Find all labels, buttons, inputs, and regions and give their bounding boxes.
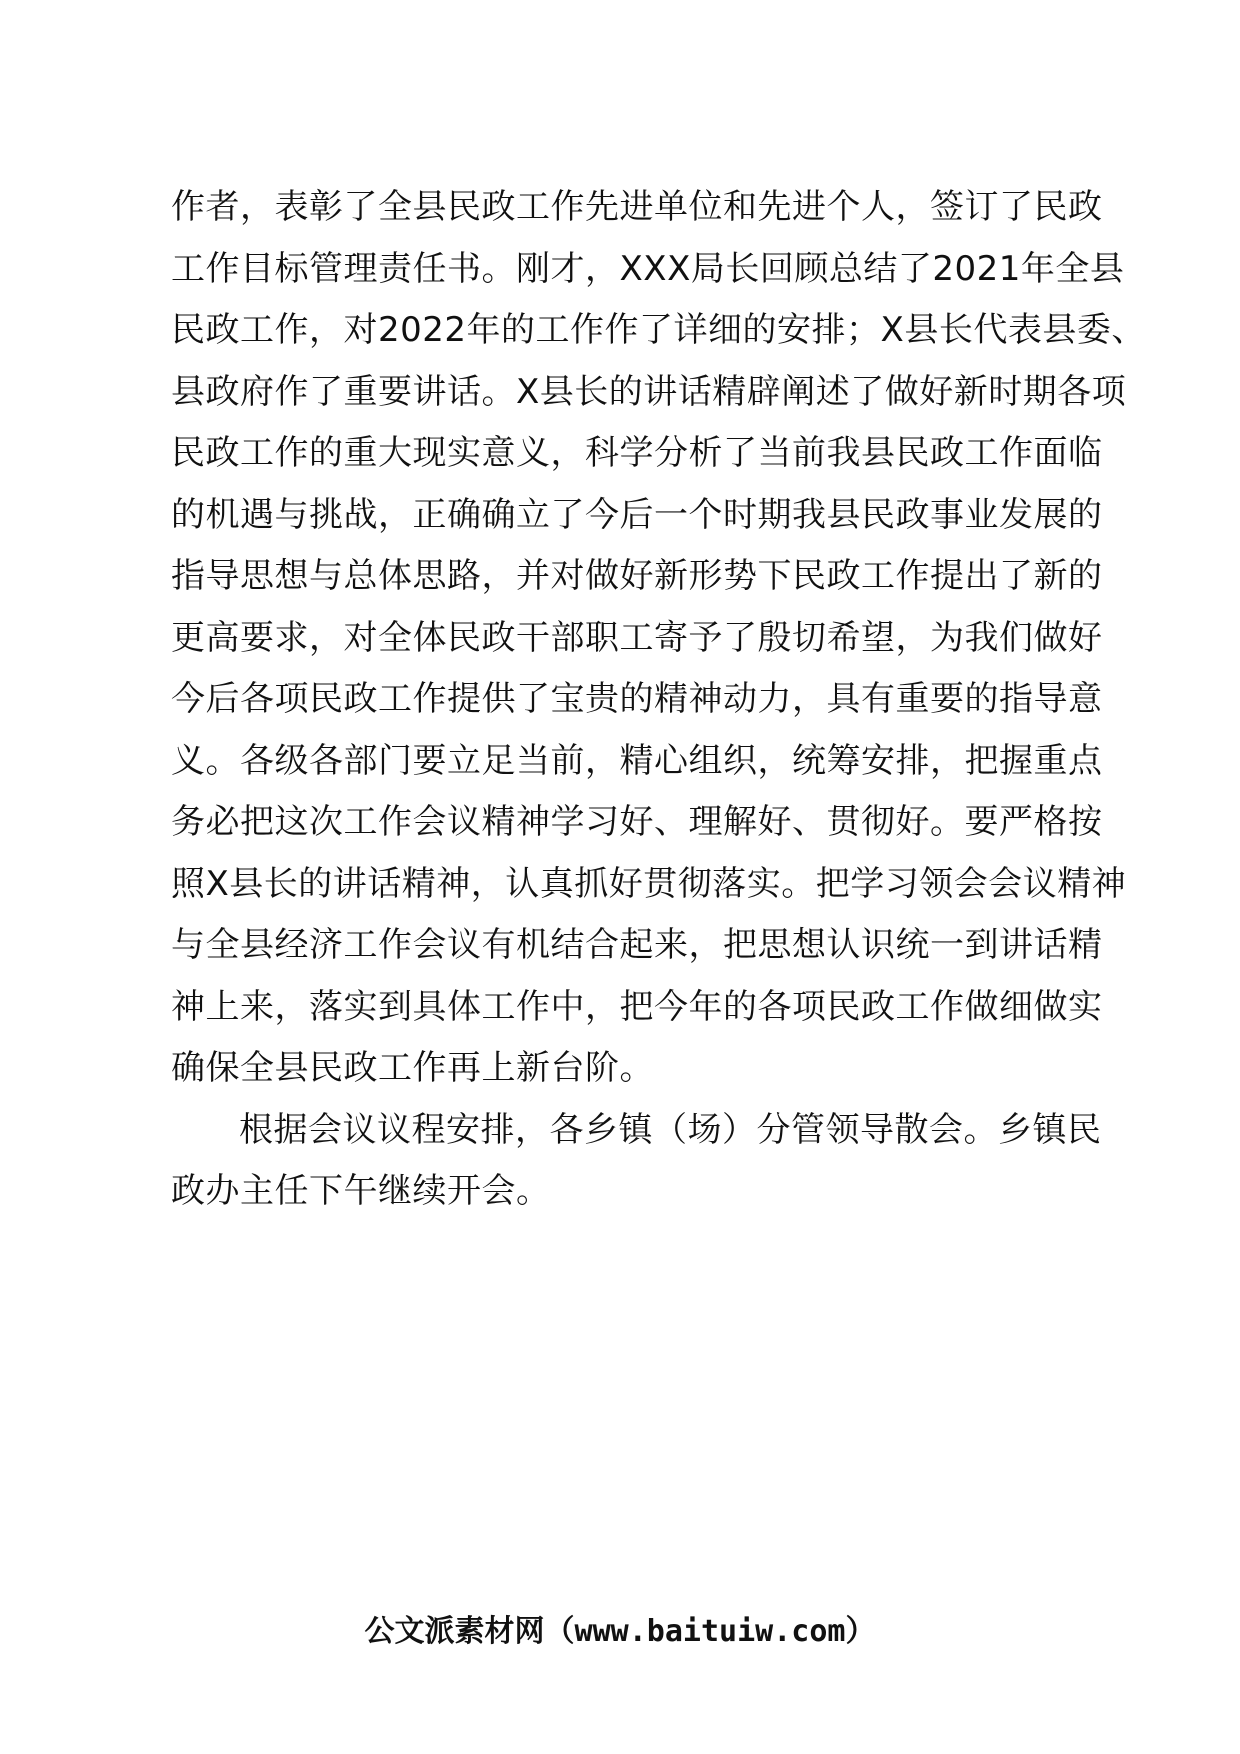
- document-body: [171, 177, 1146, 1223]
- body-line-2: 工作目标管理责任书。刚才，XXX局长回顾总结了2021年全县: [171, 248, 1125, 289]
- body-line-11: 务必把这次工作会议精神学习好、理解好、贯彻好。要严格按: [171, 802, 1103, 842]
- body-line-12: 照X县长的讲话精神，认真抓好贯彻落实。把学习领会会议精神: [171, 863, 1127, 904]
- body-line-1: 作者，表彰了全县民政工作先进单位和先进个人，签订了民政: [171, 187, 1103, 227]
- body-line-6: 的机遇与挑战，正确确立了今后一个时期我县民政事业发展的: [171, 494, 1103, 535]
- body-line-10: 义。各级各部门要立足当前，精心组织，统筹安排，把握重点: [171, 740, 1103, 781]
- body-line-5: 民政工作的重大现实意义，科学分析了当前我县民政工作面临: [171, 433, 1103, 473]
- body-line-4: 县政府作了重要讲话。X县长的讲话精辟阐述了做好新时期各项: [171, 371, 1127, 412]
- body-line-16: 根据会议议程安排，各乡镇（场）分管领导散会。乡镇民: [239, 1109, 1102, 1150]
- body-line-15: 确保全县民政工作再上新台阶。: [171, 1048, 654, 1088]
- body-line-8: 更高要求，对全体民政干部职工寄予了殷切希望，为我们做好: [171, 617, 1103, 658]
- body-line-14: 神上来，落实到具体工作中，把今年的各项民政工作做细做实: [171, 986, 1103, 1027]
- body-line-9: 今后各项民政工作提供了宝贵的精神动力，具有重要的指导意: [171, 679, 1103, 719]
- body-line-13: 与全县经济工作会议有机结合起来，把思想认识统一到讲话精: [171, 925, 1103, 965]
- body-line-3: 民政工作，对2022年的工作作了详细的安排；X县长代表县委、: [171, 310, 1146, 350]
- body-line-7: 指导思想与总体思路，并对做好新形势下民政工作提出了新的: [171, 556, 1103, 596]
- page-footer-watermark: 公文派素材网（www.baituiw.com）: [364, 1614, 876, 1649]
- body-line-17: 政办主任下午继续开会。: [171, 1171, 551, 1211]
